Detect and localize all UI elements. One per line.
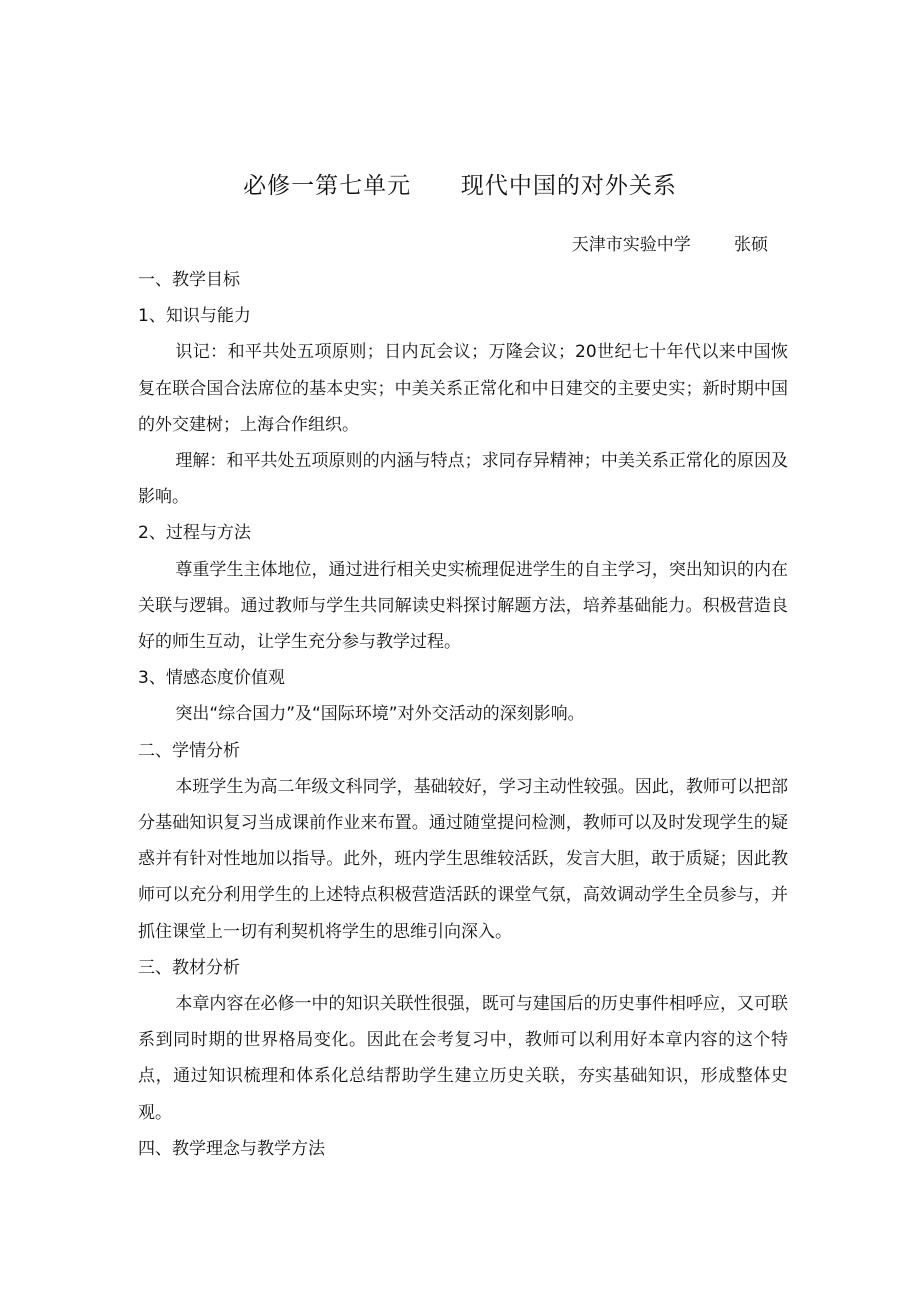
paragraph: 本章内容在必修一中的知识关联性很强，既可与建国后的历史事件相呼应，又可联系到同时期的世界格局变化。因此在会考复习中，教师可以利用好本章内容的这个特点，通过知识梳理和体系化总结帮助学生建立历史关联，夯实基础知识，形成整体史观。 — [138, 994, 788, 1123]
paragraph: 尊重学生主体地位，通过进行相关史实梳理促进学生的自主学习，突出知识的内在关联与逻辑。通过教师与学生共同解读史料探讨解题方法，培养基础能力。积极营造良好的师生互动，让学生充分参与教学过程。 — [138, 559, 788, 653]
paragraph: 识记：和平共处五项原则；日内瓦会议；万隆会议；20世纪七十年代以来中国恢复在联合国合法席位的基本史实；中美关系正常化和中日建交的主要史实；新时期中国的外交建树；上海合作组织。 — [138, 342, 788, 435]
section-heading: 一、教学目标 — [138, 270, 240, 290]
subsection-heading: 2、过程与方法 — [138, 523, 251, 544]
author-line: 天津市实验中学 张硕 — [571, 235, 768, 255]
document-title: 必修一第七单元 现代中国的对外关系 — [243, 173, 677, 199]
section-heading: 四、教学理念与教学方法 — [138, 1138, 325, 1159]
section-heading: 三、教材分析 — [138, 957, 240, 978]
subsection-heading: 1、知识与能力 — [138, 306, 251, 327]
document-body — [138, 262, 788, 1167]
subsection-heading: 3、情感态度价值观 — [138, 668, 285, 689]
section-heading: 二、学情分析 — [138, 740, 240, 761]
paragraph: 本班学生为高二年级文科同学，基础较好，学习主动性较强。因此，教师可以把部分基础知识复习当成课前作业来布置。通过随堂提问检测，教师可以及时发现学生的疑惑并有针对性地加以指导。此外，班内学生思维较活跃，发言大胆，敢于质疑；因此教师可以充分利用学生的上述特点积极营造活跃的课堂气氛，高效调动学生全员参与，并抓住课堂上一切有利契机将学生的思维引向深入。 — [138, 776, 788, 942]
paragraph: 理解：和平共处五项原则的内涵与特点；求同存异精神；中美关系正常化的原因及影响。 — [138, 451, 788, 508]
paragraph: 突出“综合国力”及“国际环境”对外交活动的深刻影响。 — [175, 704, 585, 725]
